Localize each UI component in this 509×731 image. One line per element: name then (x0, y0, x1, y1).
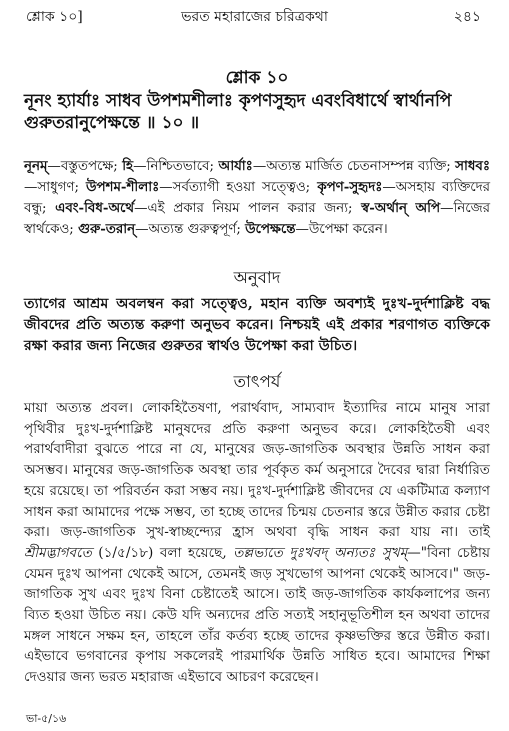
synonym-meaning: —নিশ্চিতভাবে; (133, 159, 219, 174)
synonym-term: অপি (415, 200, 441, 216)
synonym-meaning: —নিজের স্বার্থকেও; (24, 201, 491, 237)
synonym-term: নূনম্ (24, 158, 48, 174)
synonym-term: গুরু-তরান্ (78, 221, 136, 237)
synonym-meaning: —বস্তুতপক্ষে; (47, 159, 123, 174)
purport-paragraph: (১/৫/১৮) বলা হয়েছে, (91, 544, 234, 561)
signature-mark: ভা-৫/১৬ (26, 712, 67, 725)
page-number: ২৪১ (453, 9, 481, 25)
running-header-chapter-title: ভরত মহারাজের চরিত্রকথা (181, 9, 328, 25)
translation-heading: অনুবাদ (233, 268, 281, 287)
word-for-word-synonyms (24, 156, 490, 240)
scripture-reference: শ্রীমদ্ভাগবতে (24, 544, 92, 561)
synonym-term: এবং-বিধ-অর্থে (55, 200, 135, 216)
sanskrit-verse: নূনং হ্যার্যাঃ সাধব উপশমশীলাঃ কৃপণসুহৃদ এবংবিধার্থে স্বার্থানপি গুরুতরানুপেক্ষন্তে ॥ ১০ ॥ (24, 91, 452, 133)
synonym-meaning: —এই প্রকার নিয়ম পালন করার জন্য; (134, 201, 362, 216)
synonym-meaning: —উপেক্ষা করেন। (295, 222, 388, 237)
synonym-term: উপশম-শীলাঃ (86, 179, 160, 195)
synonym-term: স্ব-অর্থান্ (361, 200, 407, 216)
synonym-term: উপেক্ষন্তে (245, 221, 296, 237)
synonym-term: সাধবঃ (455, 158, 490, 174)
synonym-meaning (407, 201, 416, 216)
purport-text (24, 398, 490, 688)
synonym-meaning: —অত্যন্ত মার্জিত চেতনাসম্পন্ন ব্যক্তি; (252, 159, 456, 174)
purport-paragraph: মায়া অত্যন্ত প্রবল। লোকহিতৈষণা, পরার্থবাদ, সাম্যবাদ ইত্যাদির নামে মানুষ সারা পৃথিবীর দুঃখ-দুর্দশাক্লিষ্ট মানুষদের প্রতি করুণা অনুভব করে। লোকহিতৈষী এবং পরার্থবাদীরা বুঝতে পারে না যে, মানুষের জড়-জাগতিক অবস্থার উন্নতি সাধন করা অসম্ভব। মানুষের জড়-জাগতিক অবস্থা তার পূর্বকৃত কর্ম অনুসারে দৈবের দ্বারা নির্ধারিত হয়ে রয়েছে। তা পরিবর্তন করা সম্ভব নয়। দুঃখ-দুর্দশাক্লিষ্ট জীবদের যে একটিমাত্র কল্যাণ সাধন করা আমাদের পক্ষে সম্ভব, তা হচ্ছে তাদের চিন্ময় চেতনার স্তরে উন্নীত করার চেষ্টা করা। জড়-জাগতিক সুখ-স্বাচ্ছন্দ্যের হ্রাস অথবা বৃদ্ধি সাধন করা যায় না। তাই (24, 400, 490, 541)
sanskrit-quote: তল্লভ্যতে দুঃখবদ্ অন্যতঃ সুখম্ (233, 544, 408, 561)
synonym-term: কৃপণ-সুহৃদঃ (317, 179, 383, 195)
purport-paragraph: —"বিনা চেষ্টায় যেমন দুঃখ আপনা থেকেই আসে, তেমনই জড় সুখভোগ আপনা থেকেই আসবে।" জড়-জাগতিক সুখ এবং দুঃখ বিনা চেষ্টাতেই আসে। তাই জড়-জাগতিক কার্যকলাপের জন্য ব্যিত হওয়া উচিত নয়। কেউ যদি অন্যদের প্রতি সত্যই সহানুভূতিশীল হন অথবা তাদের মঙ্গল সাধনে সক্ষম হন, তাহলে তাঁর কর্তব্য হচ্ছে তাদের কৃষ্ণভক্তির স্তরে উন্নীত করা। এইভাবে ভগবানের কৃপায় সকলেরই পারমার্থিক উন্নতি সাধিত হবে। আমাদের শিক্ষা দেওয়ার জন্য ভরত মহারাজ এইভাবে আচরণ করেছেন। (24, 544, 490, 686)
translation-text: ত্যাগের আশ্রম অবলম্বন করা সত্ত্বেও, মহান ব্যক্তি অবশ্যই দুঃখ-দুর্দশাক্লিষ্ট বদ্ধ জীবদের প্রতি অত্যন্ত করুণা অনুভব করেন। নিশ্চয়ই এই প্রকার শরণাগত ব্যক্তিকে রক্ষা করার জন্য নিজের গুরুতর স্বার্থও উপেক্ষা করা উচিত। (24, 296, 490, 354)
synonym-meaning: —সাধুগণ; (24, 180, 87, 195)
synonym-meaning: —অসহায় ব্যক্তিদের বন্ধু; (24, 180, 490, 216)
running-header-verse-ref: শ্লোক ১০] (26, 9, 83, 25)
synonym-term: হি (122, 158, 134, 174)
verse-number-heading: শ্লোক ১০ (225, 68, 289, 88)
synonym-meaning: —সর্বত্যাগী হওয়া সত্ত্বেও; (159, 180, 318, 195)
purport-heading: তাৎপর্য (233, 372, 281, 391)
synonym-term: আর্যাঃ (218, 158, 253, 174)
synonym-meaning: —অত্যন্ত গুরুত্বপূর্ণ; (135, 222, 246, 237)
